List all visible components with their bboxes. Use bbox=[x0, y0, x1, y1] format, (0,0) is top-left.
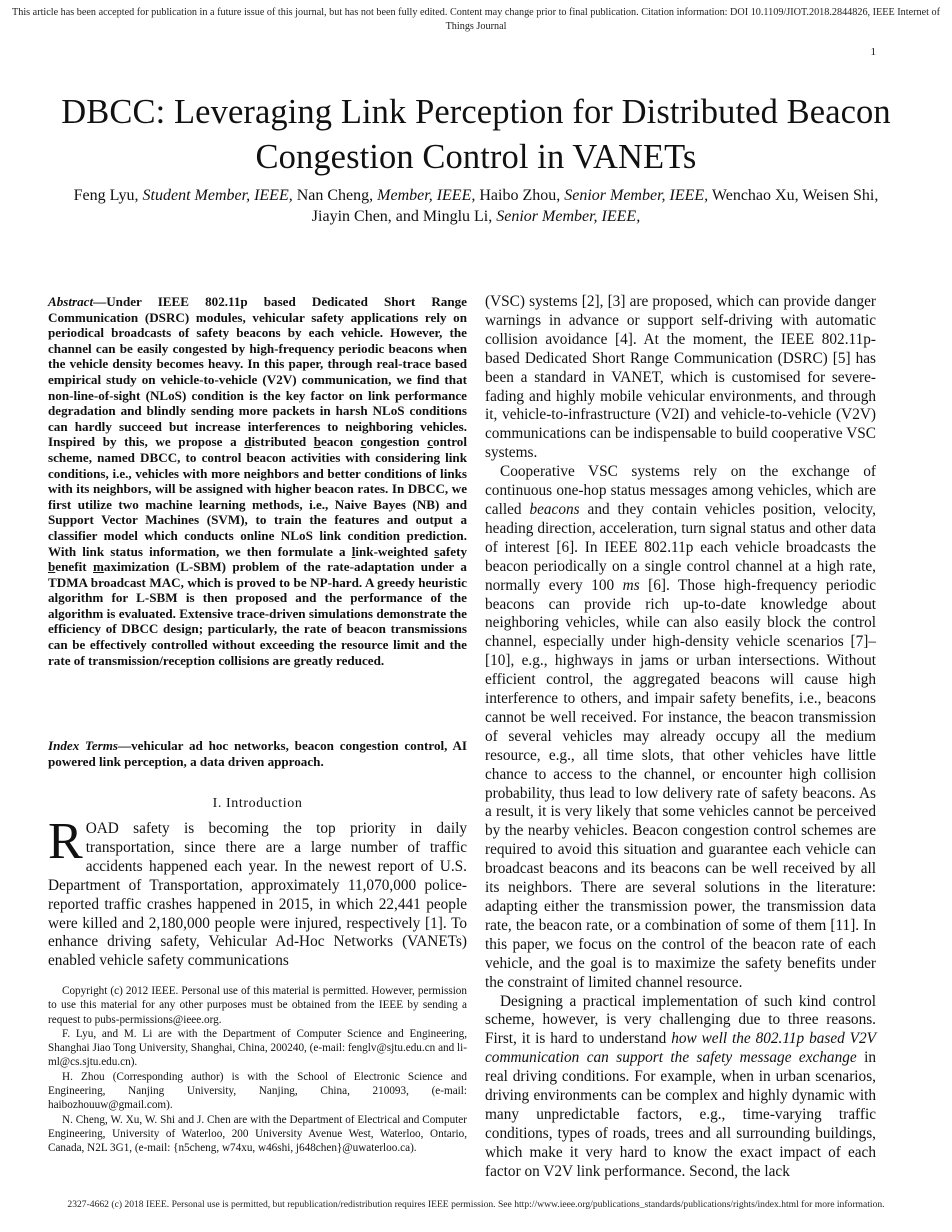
body-paragraph: Cooperative VSC systems rely on the exchange of continuous one-hop status messages among vehicles, which are called beacons and they contain vehicles position, velocity, heading direction, acceleration, turn signal status and other data of interest [6]. In IEEE 802.11p each vehicle broadcasts the beacon periodically on a single control channel at a high rate, normally every 100 ms [6]. Those high-frequency periodic beacons can provide rich up-to-date knowledge about neighboring vehicles, while can also easily block the control channel, especially under high-density vehicle scenarios [7]–[10], e.g., highways in jams or urban intersections. Without efficient control, the aggregated beacons will cause high interference to others, and impair safety benefits, i.e., beacons cannot be well received. For instance, the beacon transmission of several vehicles may already occupy all the medium resource, e.g., all time slots, that other vehicles have little chance to access to the channel, or encounter high collision probability, thus lead to low delivery rate of safety beacons. As a result, it is very likely that some vehicles cannot be perceived by the nearby vehicles. Beacon congestion control schemes are required to avoid this situation and guarantee each vehicle can broadcast beacons and its beacons can be well received by all its neighbors. There are several solutions in the literature: adapting either the transmission power, the transmission data rate, the beacon rate, or a combination of some of them [11]. In this paper, we focus on the control of the beacon rate of each vehicle, and the goal is to maximize the safety benefits under the constraint of limited channel resource. bbox=[485, 463, 876, 991]
author-name: Haibo Zhou, bbox=[479, 187, 561, 204]
author-name: Nan Cheng, bbox=[296, 187, 374, 204]
abstract: Abstract—Under IEEE 802.11p based Dedicated Short Range Communication (DSRC) modules, vehicular safety applications rely on periodical broadcasts of safety beacons by each vehicle. However, the channel can be easily congested by high-frequency periodic beacons when the vehicle density becomes heavy. In this paper, through real-trace based empirical study on vehicle-to-vehicle (V2V) communication, we find that non-line-of-sight (NLoS) condition is the key factor on link performance degradation and blindly sending more packets in harsh NLoS conditions can hardly succeed but increase interferences to neighboring vehicles. Inspired by this, we propose a distributed beacon congestion control scheme, named DBCC, to control beacon activities with considering link conditions, i.e., vehicles with more neighbors and better conditions of links with its neighbors, will be assigned with higher beacon rates. In DBCC, we first utilize two machine learning methods, i.e., Naive Bayes (NB) and Support Vector Machines (SVM), to train the features and output a classifier model which conducts online NLoS link condition prediction. With link status information, we then formulate a link-weighted safety benefit maximization (L-SBM) problem of the rate-adaptation under a TDMA broadcast MAC, which is proved to be NP-hard. A greedy heuristic algorithm for L-SBM is then proposed and the performance of the algorithm is evaluated. Extensive trace-driven simulations demonstrate the efficiency of DBCC design; particularly, the rate of beacon transmissions can be effectively controlled without exceeding the resource limit and the rate of transmission/reception collisions are greatly reduced. bbox=[48, 294, 468, 668]
author-role: Member, IEEE, bbox=[377, 187, 476, 204]
footnote: Copyright (c) 2012 IEEE. Personal use of this material is permitted. However, permission to use this material for any other purposes must be obtained from the IEEE by sending a request to pubs-permissions@ieee.org. bbox=[48, 985, 467, 1026]
footnotes bbox=[48, 984, 467, 1156]
body-paragraph: Designing a practical implementation of such kind control scheme, however, is very challenging due to three reasons. First, it is hard to understand how well the 802.11p based V2V communication can support the safety message exchange in real driving conditions. For example, when in urban scenarios, driving environments can be complex and highly dynamic with many unpredictable factors, e.g., time-varying traffic conditions, types of roads, trees and all surrounding buildings, which make it very hard to know the exact impact of each factor on V2V link performance. Second, the lack bbox=[485, 992, 876, 1180]
index-terms-label: Index Terms bbox=[48, 738, 119, 753]
author-role: Senior Member, IEEE, bbox=[564, 187, 709, 204]
author-name: Weisen Shi, Jiayin Chen, and Minglu Li, bbox=[311, 187, 879, 225]
author-role: Student Member, IEEE, bbox=[142, 187, 293, 204]
copyright-footer: 2327-4662 (c) 2018 IEEE. Personal use is permitted, but republication/redistribution requires IEEE permission. See http://www.ieee.org/publications_standards/publications/rights/index.html for more information. bbox=[67, 1199, 885, 1210]
right-column bbox=[485, 293, 876, 1182]
abstract-label: Abstract bbox=[48, 294, 94, 309]
author-list bbox=[60, 185, 892, 227]
section-heading: I. Introduction bbox=[212, 796, 303, 811]
drop-cap: R bbox=[48, 813, 83, 870]
paper-title: DBCC: Leveraging Link Perception for Distributed Beacon Congestion Control in VANETs bbox=[61, 93, 891, 176]
footnote: F. Lyu, and M. Li are with the Department of Computer Science and Engineering, Shanghai Jiao Tong University, Shanghai, China, 200240, (e-mail: fenglv@sjtu.edu.cn and li-ml@cs.sjtu.edu.cn). bbox=[48, 1027, 467, 1069]
footnote: H. Zhou (Corresponding author) is with the School of Electronic Science and Engineering, Nanjing University, Nanjing, China, 210093, (e-mail: haibozhouuw@gmail.com). bbox=[48, 1070, 467, 1112]
journal-banner: This article has been accepted for publication in a future issue of this journal, but has not been fully edited. Content may change prior to final publication. Citation information: DOI 10.1109/JIOT.2018.2844826, IEEE Internet of Things Journal bbox=[12, 7, 940, 32]
author-role: Senior Member, IEEE, bbox=[496, 208, 641, 225]
author-name: Wenchao Xu, bbox=[711, 187, 799, 204]
page-number: 1 bbox=[870, 46, 876, 58]
index-terms: Index Terms—vehicular ad hoc networks, beacon congestion control, AI powered link perception, a data driven approach. bbox=[48, 738, 467, 769]
author-name: Feng Lyu, bbox=[73, 187, 139, 204]
body-paragraph: (VSC) systems [2], [3] are proposed, which can provide danger warnings in advance or support self-driving with automatic collision avoidance [4]. At the moment, the IEEE 802.11p-based Dedicated Short Range Communication (DSRC) [5] has been a standard in VANET, which is customised for severe-fading and highly mobile vehicular environments, and through it, vehicle-to-infrastructure (V2I) and vehicle-to-vehicle (V2V) communications can be indispensable to build cooperative VSC systems. bbox=[485, 293, 876, 462]
intro-paragraph: ROAD safety is becoming the top priority in daily transportation, since there are a large number of traffic accidents happened each year. In the newest report of U.S. Department of Transportation, approximately 11,070,000 police-reported traffic crashes happened in 2015, in which 22,441 people were killed and 2,180,000 people were injured, respectively [1]. To enhance driving safety, Vehicular Ad-Hoc Networks (VANETs) enabled vehicle safety communications bbox=[48, 813, 467, 970]
footnote: N. Cheng, W. Xu, W. Shi and J. Chen are with the Department of Electrical and Computer Engineering, University of Waterloo, 200 University Avenue West, Waterloo, Ontario, Canada, N2L 3G1, (e-mail: {n5cheng, w74xu, w46shi, j648chen}@uwaterloo.ca). bbox=[48, 1113, 467, 1155]
